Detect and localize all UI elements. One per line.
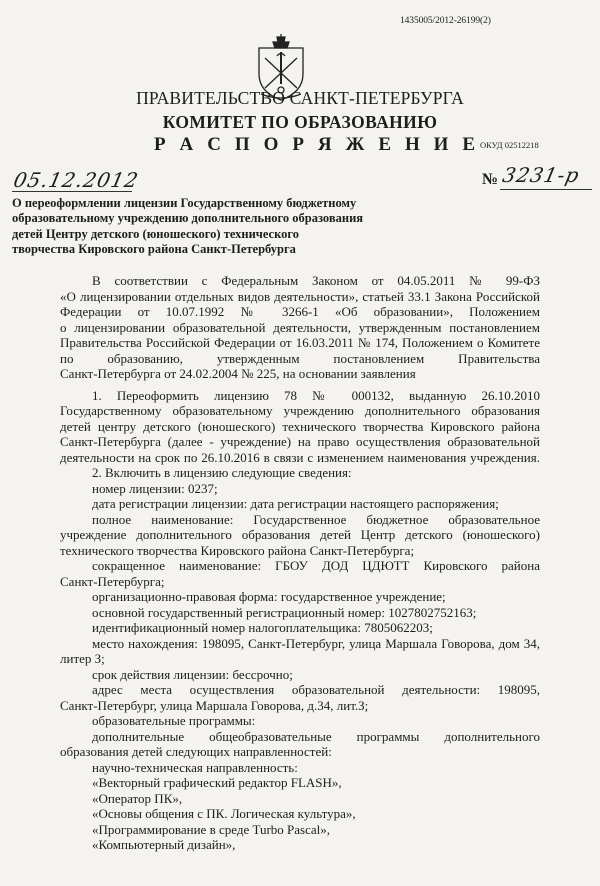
- body-line: «О лицензировании отдельных видов деятельности», статьей 33.1 Закона Российской: [60, 288, 540, 304]
- body-line: номер лицензии: 0237;: [92, 480, 218, 496]
- document-body: [60, 273, 540, 853]
- subject-line: творчества Кировского района Санкт-Петербурга: [12, 242, 296, 257]
- body-line: «Компьютерный дизайн»,: [92, 837, 236, 852]
- body-line: Санкт-Петербурга (далее - учреждение) на право осуществления образовательной: [60, 434, 540, 449]
- document-type: Р А С П О Р Я Ж Е Н И Е: [154, 134, 480, 155]
- body-line: Санкт-Петербурга;: [60, 573, 165, 589]
- subject-line: образовательному учреждению дополнительного образования: [12, 211, 364, 226]
- body-line: срок действия лицензии: бессрочно;: [92, 666, 293, 682]
- date-underline: [12, 191, 132, 192]
- body-line: технического творчества Кировского района Санкт-Петербурга;: [60, 542, 415, 558]
- body-line: образования детей следующих направленностей:: [60, 744, 332, 759]
- number-underline: [500, 189, 592, 190]
- body-line: Государственному образовательному учреждению дополнительного образования: [60, 403, 540, 418]
- committee-title: КОМИТЕТ ПО ОБРАЗОВАНИЮ: [162, 112, 438, 132]
- body-line: по образованию, утвержденным постановлением Правительства: [60, 350, 540, 366]
- body-line: литер З;: [60, 651, 105, 666]
- body-line: Санкт-Петербурга от 24.02.2004 № 225, на основании заявления: [60, 366, 416, 381]
- body-line: В соответствии с Федеральным Законом от 04.05.2011 № 99-ФЗ: [92, 273, 540, 288]
- body-line: детей центру детского (юношеского) технического творчества Кировского района: [60, 418, 540, 434]
- body-line: учреждение дополнительного образования детей Центр детского (юношеского): [60, 527, 540, 542]
- body-line: «Оператор ПК»,: [92, 790, 183, 806]
- body-line: «Программирование в среде Turbo Pascal»,: [92, 821, 330, 837]
- body-line: Федерации от 10.07.1992 № 3266-1 «Об образовании», Положением: [60, 304, 540, 319]
- body-line: Правительства Российской Федерации от 16.03.2011 № 174, Положением о Комитете: [60, 335, 540, 350]
- body-line: Санкт-Петербург, улица Маршала Говорова, д.34, лит.З;: [60, 697, 369, 713]
- body-line: образовательные программы:: [92, 713, 256, 728]
- document-subject: [12, 196, 392, 258]
- handwritten-number: 3231-р: [500, 163, 583, 187]
- body-line: «Векторный графический редактор FLASH»,: [92, 775, 342, 790]
- body-line: «Основы общения с ПК. Логическая культура»,: [92, 806, 356, 821]
- number-label: №: [482, 171, 499, 188]
- body-line: деятельности на срок по 26.10.2016 в связи с изменением наименования учреждения.: [60, 449, 540, 465]
- body-line: организационно-правовая форма: государственное учреждение;: [92, 589, 446, 604]
- body-line: сокращенное наименование: ГБОУ ДОД ЦДЮТТ Кировского района: [92, 558, 540, 573]
- body-line: 1. Переоформить лицензию 78 № 000132, выданную 26.10.2010: [92, 387, 540, 403]
- body-line: 2. Включить в лицензию следующие сведения:: [92, 465, 352, 480]
- body-line: дата регистрации лицензии: дата регистрации настоящего распоряжения;: [92, 496, 499, 511]
- body-line: научно-техническая направленность:: [92, 759, 298, 775]
- subject-line: детей Центру детского (юношеского) технического: [12, 226, 300, 241]
- body-line: адрес места осуществления образовательной деятельности: 198095,: [92, 682, 540, 697]
- government-title: ПРАВИТЕЛЬСТВО САНКТ-ПЕТЕРБУРГА: [136, 88, 464, 108]
- body-line: идентификационный номер налогоплательщика: 7805062203;: [92, 620, 433, 635]
- okud-code: ОКУД 02512218: [480, 140, 539, 150]
- body-line: о лицензировании образовательной деятельности, утвержденным постановлением: [60, 319, 540, 335]
- subject-line: О переоформлении лицензии Государственному бюджетному: [12, 196, 357, 210]
- handwritten-date: 05.12.2012: [11, 168, 142, 192]
- document-id: 1435005/2012-26199(2): [400, 16, 491, 26]
- body-line: дополнительные общеобразовательные программы дополнительного: [92, 728, 540, 744]
- body-line: место нахождения: 198095, Санкт-Петербург, улица Маршала Говорова, дом 34,: [92, 635, 540, 651]
- body-line: основной государственный регистрационный номер: 1027802752163;: [92, 604, 477, 620]
- body-line: полное наименование: Государственное бюджетное образовательное: [92, 511, 540, 527]
